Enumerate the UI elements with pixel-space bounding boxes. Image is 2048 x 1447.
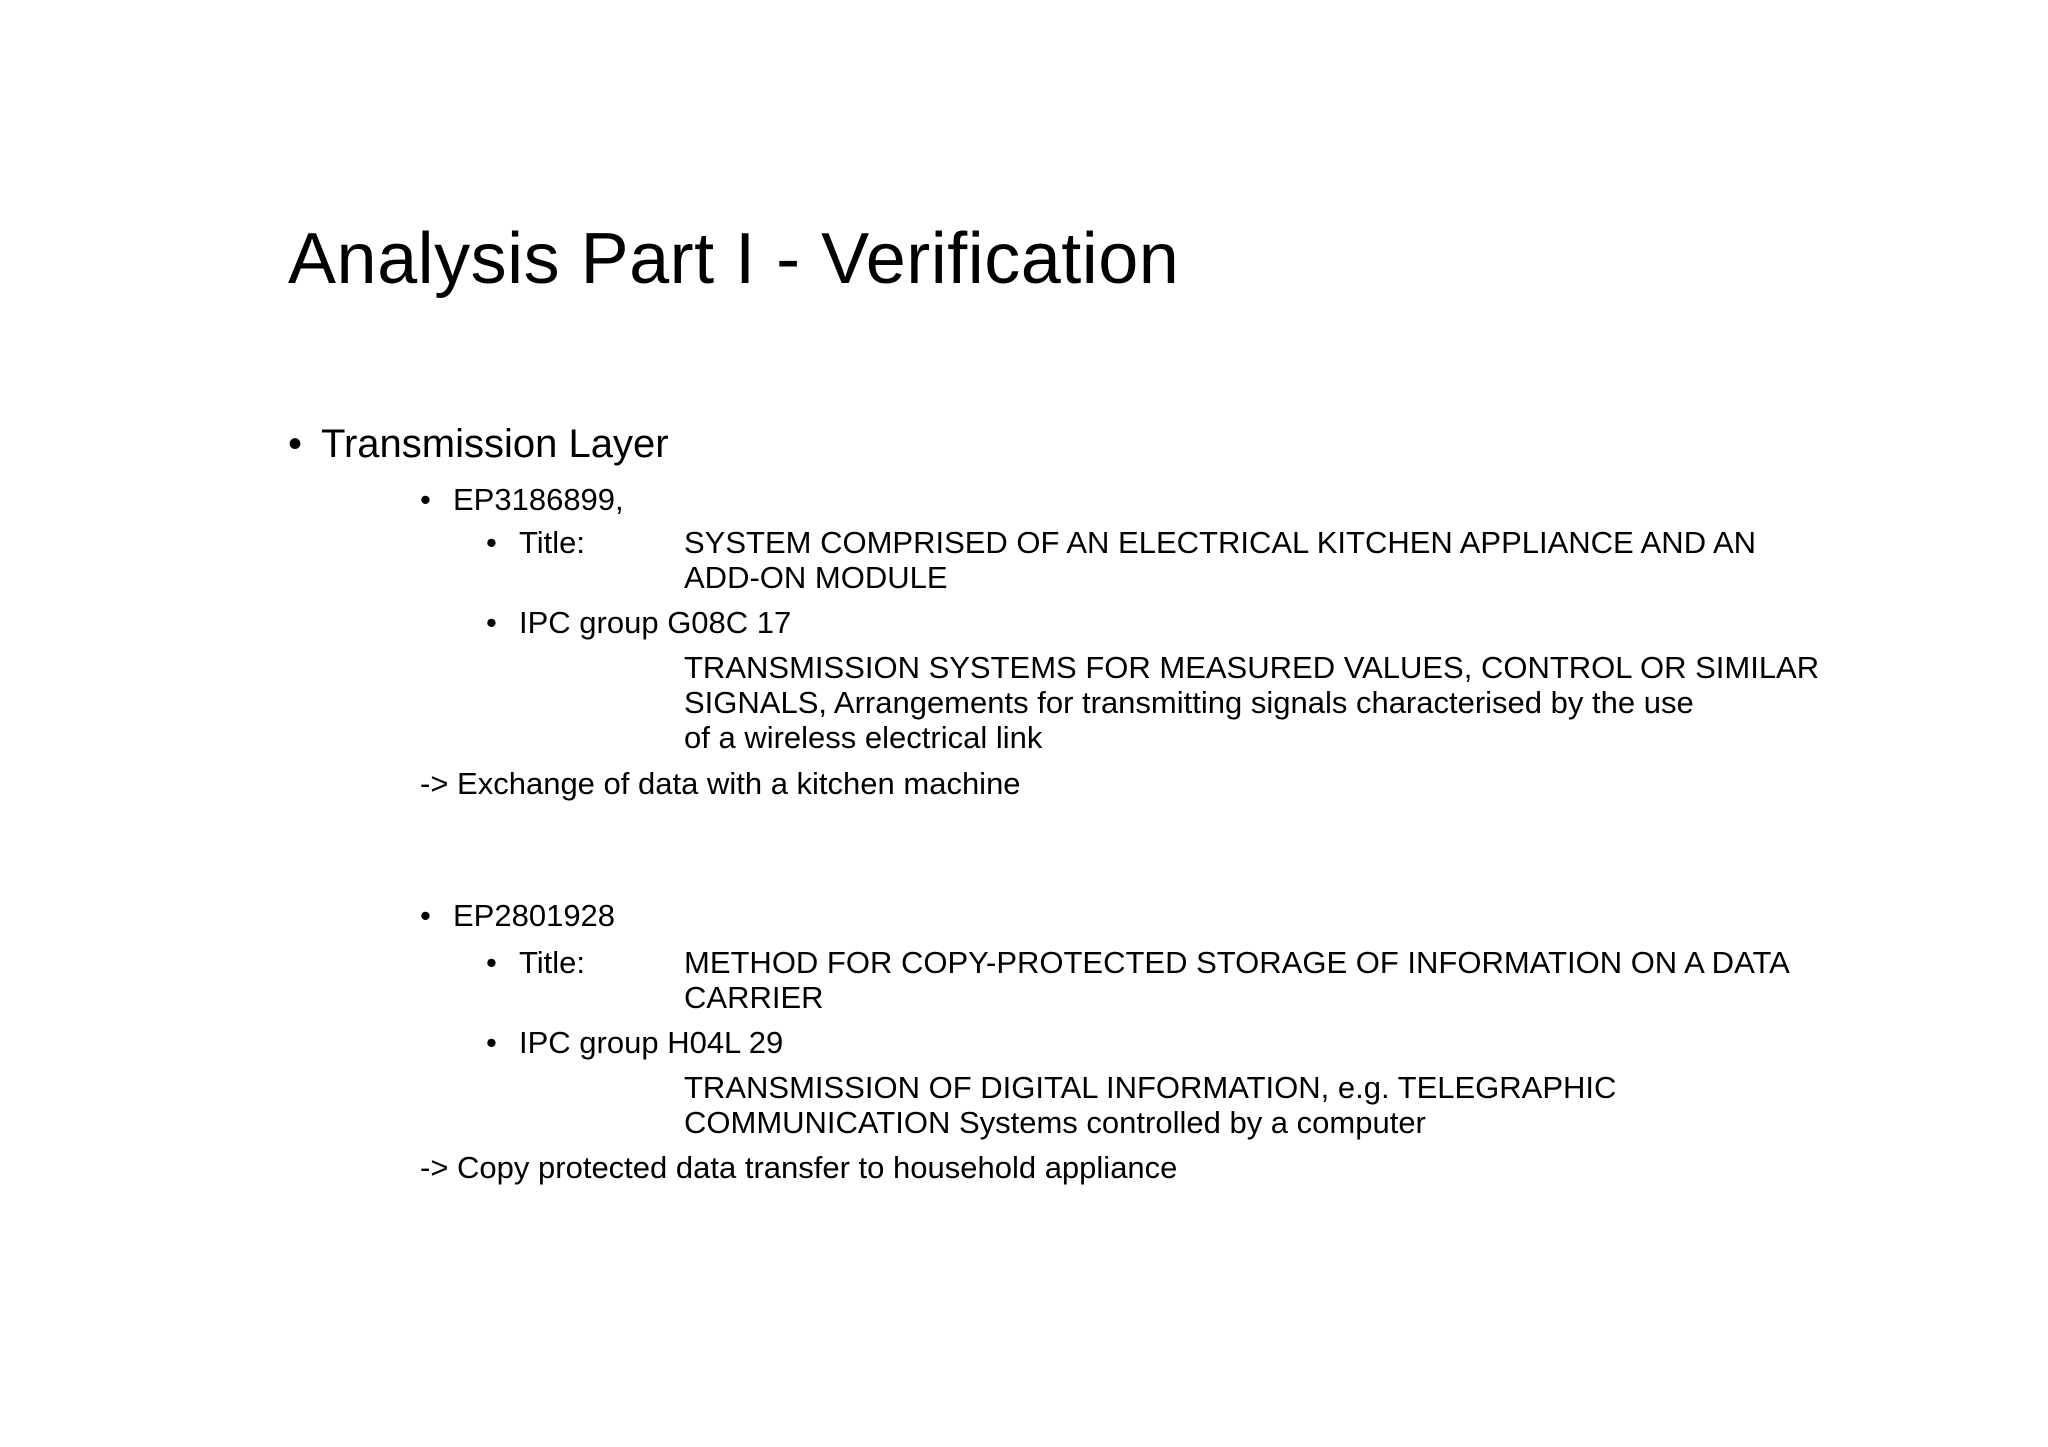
patent-title-label: Title: bbox=[519, 945, 586, 980]
ipc-description bbox=[684, 1070, 1616, 1140]
patent-title-line: ADD-ON MODULE bbox=[684, 560, 948, 595]
patent-title-line: METHOD FOR COPY-PROTECTED STORAGE OF INFORMATION ON A DATA bbox=[684, 945, 1790, 980]
ipc-description-line: TRANSMISSION SYSTEMS FOR MEASURED VALUES, CONTROL OR SIMILAR bbox=[684, 650, 1820, 685]
ipc-description-line: COMMUNICATION Systems controlled by a computer bbox=[684, 1105, 1426, 1140]
patent-title-label: Title: bbox=[519, 525, 586, 560]
ipc-group-label: IPC group G08C 17 bbox=[519, 605, 792, 640]
patent-title-line: SYSTEM COMPRISED OF AN ELECTRICAL KITCHEN APPLIANCE AND AN bbox=[684, 525, 1757, 560]
bullet-icon: • bbox=[486, 945, 497, 980]
bullet-icon: • bbox=[486, 605, 497, 640]
section-heading: Transmission Layer bbox=[321, 422, 669, 466]
bullet-icon: • bbox=[420, 898, 431, 933]
ipc-description bbox=[684, 650, 1819, 755]
ipc-description-line: SIGNALS, Arrangements for transmitting signals characterised by the use bbox=[684, 685, 1694, 720]
slide-title: Analysis Part I - Verification bbox=[288, 219, 1180, 299]
patent-title-text bbox=[684, 945, 1790, 1015]
ipc-description-line: of a wireless electrical link bbox=[684, 720, 1043, 755]
conclusion-text: -> Exchange of data with a kitchen machine bbox=[420, 766, 1021, 801]
patent-title-text bbox=[684, 525, 1756, 595]
bullet-icon: • bbox=[486, 525, 497, 560]
bullet-icon: • bbox=[420, 482, 431, 517]
patent-title-line: CARRIER bbox=[684, 980, 824, 1015]
patent-number: EP3186899, bbox=[453, 482, 624, 517]
ipc-group-label: IPC group H04L 29 bbox=[519, 1025, 784, 1060]
bullet-icon: • bbox=[486, 1025, 497, 1060]
bullet-icon: • bbox=[288, 422, 303, 466]
ipc-description-line: TRANSMISSION OF DIGITAL INFORMATION, e.g. TELEGRAPHIC bbox=[684, 1070, 1617, 1105]
conclusion-text: -> Copy protected data transfer to household appliance bbox=[420, 1150, 1178, 1185]
patent-number: EP2801928 bbox=[453, 898, 616, 933]
